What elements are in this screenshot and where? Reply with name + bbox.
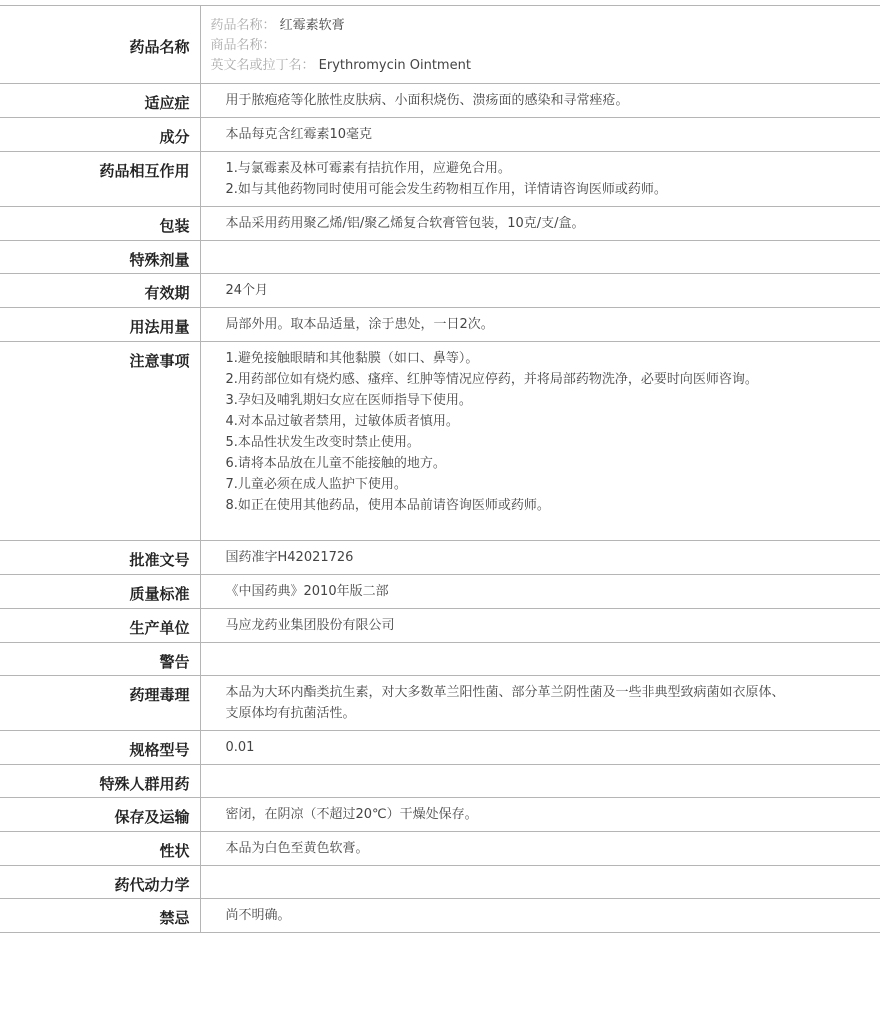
row-interactions xyxy=(0,152,880,207)
generic-name-value: 红霉素软膏 xyxy=(279,18,345,33)
row-value xyxy=(200,676,880,731)
row-appearance xyxy=(0,832,880,866)
text-line: 5.本品性状发生改变时禁止使用。 xyxy=(225,435,420,450)
row-label: 注意事项 xyxy=(0,342,200,541)
row-value xyxy=(200,866,880,899)
row-value xyxy=(200,241,880,274)
row-label: 特殊人群用药 xyxy=(0,765,200,798)
text-line: 2.如与其他药物同时使用可能会发生药物相互作用，详情请咨询医师或药师。 xyxy=(225,182,667,197)
row-value: 密闭，在阴凉（不超过20℃）干燥处保存。 xyxy=(200,798,880,832)
row-label: 保存及运输 xyxy=(0,798,200,832)
row-label: 药品名称 xyxy=(0,6,200,84)
row-special-dosage xyxy=(0,241,880,274)
row-value: 国药准字H42021726 xyxy=(200,541,880,575)
row-value: 马应龙药业集团股份有限公司 xyxy=(200,609,880,643)
row-label: 药品相互作用 xyxy=(0,152,200,207)
row-drug-name xyxy=(0,6,880,84)
text-line: 4.对本品过敏者禁用，过敏体质者慎用。 xyxy=(225,414,459,429)
row-label: 有效期 xyxy=(0,274,200,308)
row-specification xyxy=(0,731,880,765)
row-usage xyxy=(0,308,880,342)
row-value: 本品每克含红霉素10毫克 xyxy=(200,118,880,152)
row-value: 0.01 xyxy=(200,731,880,765)
row-shelf-life xyxy=(0,274,880,308)
row-label: 批准文号 xyxy=(0,541,200,575)
text-line: 本品为大环内酯类抗生素，对大多数革兰阳性菌、部分革兰阴性菌及一些非典型致病菌如衣原体、支原体均有抗菌活性。 xyxy=(225,685,785,721)
row-label: 特殊剂量 xyxy=(0,241,200,274)
english-name-value: Erythromycin Ointment xyxy=(318,58,471,73)
row-value: 24个月 xyxy=(200,274,880,308)
text-line: 3.孕妇及哺乳期妇女应在医师指导下使用。 xyxy=(225,393,472,408)
row-value: 用于脓疱疮等化脓性皮肤病、小面积烧伤、溃疡面的感染和寻常痤疮。 xyxy=(200,84,880,118)
row-label: 警告 xyxy=(0,643,200,676)
row-label: 适应症 xyxy=(0,84,200,118)
row-manufacturer xyxy=(0,609,880,643)
english-name-label: 英文名或拉丁名： xyxy=(210,58,315,73)
row-special-populations xyxy=(0,765,880,798)
row-label: 规格型号 xyxy=(0,731,200,765)
row-label: 质量标准 xyxy=(0,575,200,609)
row-ingredients xyxy=(0,118,880,152)
row-label: 性状 xyxy=(0,832,200,866)
row-precautions xyxy=(0,342,880,541)
text-line: 7.儿童必须在成人监护下使用。 xyxy=(225,477,407,492)
row-value xyxy=(200,342,880,541)
row-label: 药理毒理 xyxy=(0,676,200,731)
text-line: 8.如正在使用其他药品，使用本品前请咨询医师或药师。 xyxy=(225,498,550,513)
generic-name-label: 药品名称： xyxy=(210,18,276,33)
row-label: 包装 xyxy=(0,207,200,241)
drug-name-block xyxy=(200,6,880,84)
row-pharmacology xyxy=(0,676,880,731)
row-approval-number xyxy=(0,541,880,575)
row-pharmacokinetics xyxy=(0,866,880,899)
row-contraindications xyxy=(0,899,880,933)
text-line: 1.避免接触眼睛和其他黏膜（如口、鼻等）。 xyxy=(225,351,479,366)
row-indications xyxy=(0,84,880,118)
row-value: 局部外用。取本品适量，涂于患处，一日2次。 xyxy=(200,308,880,342)
row-value: 尚不明确。 xyxy=(200,899,880,933)
row-quality-standard xyxy=(0,575,880,609)
row-value: 本品为白色至黄色软膏。 xyxy=(200,832,880,866)
row-label: 药代动力学 xyxy=(0,866,200,899)
row-warning xyxy=(0,643,880,676)
row-storage xyxy=(0,798,880,832)
text-line: 1.与氯霉素及林可霉素有拮抗作用，应避免合用。 xyxy=(225,161,511,176)
row-label: 用法用量 xyxy=(0,308,200,342)
text-line: 6.请将本品放在儿童不能接触的地方。 xyxy=(225,456,446,471)
row-value xyxy=(200,152,880,207)
row-label: 生产单位 xyxy=(0,609,200,643)
drug-info-table xyxy=(0,5,880,933)
row-value: 《中国药典》2010年版二部 xyxy=(200,575,880,609)
text-line: 2.用药部位如有烧灼感、瘙痒、红肿等情况应停药，并将局部药物洗净，必要时向医师咨询。 xyxy=(225,372,758,387)
row-value xyxy=(200,643,880,676)
row-packaging xyxy=(0,207,880,241)
row-label: 禁忌 xyxy=(0,899,200,933)
trade-name-label: 商品名称： xyxy=(210,38,276,53)
row-value xyxy=(200,765,880,798)
row-label: 成分 xyxy=(0,118,200,152)
row-value: 本品采用药用聚乙烯/铝/聚乙烯复合软膏管包装，10克/支/盒。 xyxy=(200,207,880,241)
